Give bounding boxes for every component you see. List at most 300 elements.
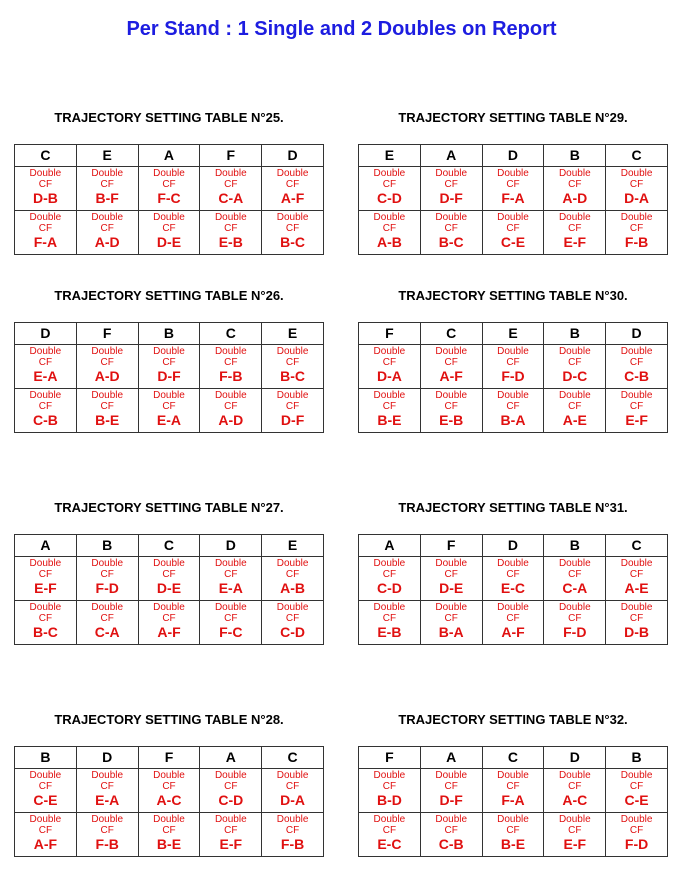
cell-cf-label: CF	[162, 401, 176, 412]
cell-type-label: Double	[91, 814, 124, 825]
cell-cf-label: CF	[285, 357, 300, 368]
cell-type-label: Double	[435, 346, 468, 357]
cell-pair-value: B-A	[500, 412, 526, 428]
cell-type-label: Double	[373, 346, 406, 357]
cell-type-label: Double	[153, 212, 185, 223]
table-cell	[15, 345, 77, 389]
table-cell	[200, 557, 262, 601]
table-cell	[138, 601, 200, 645]
table-cell	[76, 389, 138, 433]
cell-type-label: Double	[558, 558, 591, 569]
cell-pair-value: E-C	[377, 836, 402, 852]
table-cell	[359, 769, 421, 813]
cell-type-label: Double	[29, 770, 62, 781]
cell-type-label: Double	[497, 602, 529, 613]
cell-cf-label: CF	[285, 825, 300, 836]
cell-cf-label: CF	[224, 613, 238, 624]
cell-cf-label: CF	[629, 569, 644, 580]
cell-type-label: Double	[153, 558, 185, 569]
cell-cf-label: CF	[285, 401, 300, 412]
cell-type-label: Double	[497, 346, 529, 357]
cell-cf-label: CF	[444, 613, 458, 624]
cell-pair-value: C-E	[624, 792, 649, 808]
cell-cf-label: CF	[162, 613, 176, 624]
table-cell	[359, 211, 421, 255]
table-cell	[482, 813, 544, 857]
cell-type-label: Double	[497, 212, 529, 223]
cell-type-label: Double	[29, 390, 62, 401]
cell-pair-value: C-A	[562, 580, 588, 596]
cell-cf-label: CF	[285, 781, 300, 792]
cell-cf-label: CF	[444, 179, 458, 190]
cell-pair-value: B-E	[95, 412, 120, 428]
cell-cf-label: CF	[38, 179, 53, 190]
cell-pair-value: D-A	[376, 368, 402, 384]
table-header-row	[359, 145, 668, 167]
table-title: TRAJECTORY SETTING TABLE N°25.	[54, 110, 284, 125]
table-title: TRAJECTORY SETTING TABLE N°28.	[54, 712, 284, 727]
cell-cf-label: CF	[444, 401, 458, 412]
cell-cf-label: CF	[100, 569, 114, 580]
cell-pair-value: E-B	[377, 624, 402, 640]
cell-type-label: Double	[29, 346, 62, 357]
cell-cf-label: CF	[382, 401, 397, 412]
cell-type-label: Double	[620, 212, 653, 223]
cell-pair-value: D-F	[439, 190, 463, 206]
cell-cf-label: CF	[506, 781, 520, 792]
table-row	[15, 769, 324, 813]
column-header: B	[544, 145, 606, 167]
cell-pair-value: F-B	[280, 836, 305, 852]
cell-pair-value: C-D	[376, 190, 402, 206]
cell-cf-label: CF	[568, 357, 582, 368]
cell-cf-label: CF	[285, 569, 300, 580]
cell-cf-label: CF	[162, 223, 176, 234]
cell-type-label: Double	[214, 390, 247, 401]
table-cell	[262, 813, 324, 857]
column-header: A	[15, 535, 77, 557]
trajectory-table-block	[358, 110, 668, 255]
cell-cf-label: CF	[285, 223, 300, 234]
cell-cf-label: CF	[568, 613, 582, 624]
cell-type-label: Double	[620, 558, 653, 569]
column-header: D	[482, 535, 544, 557]
cell-cf-label: CF	[629, 357, 644, 368]
table-cell	[482, 345, 544, 389]
column-header: D	[15, 323, 77, 345]
column-header: B	[606, 747, 668, 769]
cell-type-label: Double	[373, 168, 406, 179]
table-cell	[606, 813, 668, 857]
column-header: C	[262, 747, 324, 769]
trajectory-table-block	[358, 500, 668, 645]
cell-type-label: Double	[214, 168, 247, 179]
table-cell	[200, 389, 262, 433]
table-cell	[482, 167, 544, 211]
cell-type-label: Double	[214, 346, 247, 357]
cell-pair-value: A-C	[156, 792, 182, 808]
cell-type-label: Double	[153, 390, 185, 401]
cell-pair-value: A-B	[376, 234, 402, 250]
cell-type-label: Double	[558, 602, 591, 613]
cell-cf-label: CF	[100, 781, 114, 792]
cell-pair-value: F-B	[95, 836, 119, 852]
table-cell	[606, 601, 668, 645]
table-cell	[138, 813, 200, 857]
table-cell	[482, 601, 544, 645]
cell-type-label: Double	[276, 558, 309, 569]
column-header: C	[606, 145, 668, 167]
cell-cf-label: CF	[100, 357, 114, 368]
cell-pair-value: A-C	[562, 792, 588, 808]
table-row	[359, 769, 668, 813]
table-cell	[138, 557, 200, 601]
column-header: E	[359, 145, 421, 167]
table-cell	[420, 557, 482, 601]
table-cell	[606, 345, 668, 389]
cell-cf-label: CF	[568, 179, 582, 190]
table-cell	[200, 769, 262, 813]
cell-pair-value: D-A	[280, 792, 306, 808]
cell-cf-label: CF	[224, 401, 238, 412]
table-row	[15, 601, 324, 645]
table-row	[359, 813, 668, 857]
cell-pair-value: C-A	[94, 624, 120, 640]
table-cell	[544, 769, 606, 813]
table-cell	[544, 167, 606, 211]
cell-type-label: Double	[620, 770, 653, 781]
cell-type-label: Double	[558, 212, 591, 223]
table-cell	[138, 345, 200, 389]
cell-pair-value: E-A	[33, 368, 58, 384]
cell-cf-label: CF	[629, 825, 644, 836]
cell-type-label: Double	[91, 770, 124, 781]
cell-type-label: Double	[435, 602, 468, 613]
trajectory-table	[358, 746, 668, 857]
cell-pair-value: E-F	[563, 836, 587, 852]
cell-pair-value: F-A	[33, 234, 58, 250]
cell-type-label: Double	[435, 558, 468, 569]
cell-type-label: Double	[153, 770, 185, 781]
cell-cf-label: CF	[162, 569, 176, 580]
cell-pair-value: F-A	[501, 792, 525, 808]
column-header: F	[359, 323, 421, 345]
column-header: C	[15, 145, 77, 167]
cell-cf-label: CF	[506, 825, 520, 836]
cell-pair-value: B-C	[280, 234, 306, 250]
cell-pair-value: C-D	[218, 792, 244, 808]
table-cell	[359, 601, 421, 645]
table-cell	[262, 167, 324, 211]
column-header: D	[262, 145, 324, 167]
column-header: D	[200, 535, 262, 557]
column-header: F	[76, 323, 138, 345]
table-title: TRAJECTORY SETTING TABLE N°31.	[398, 500, 628, 515]
cell-type-label: Double	[276, 814, 309, 825]
cell-cf-label: CF	[100, 179, 114, 190]
table-cell	[200, 167, 262, 211]
table-cell	[15, 211, 77, 255]
cell-type-label: Double	[620, 390, 653, 401]
cell-cf-label: CF	[100, 401, 114, 412]
cell-cf-label: CF	[444, 357, 458, 368]
column-header: B	[76, 535, 138, 557]
cell-cf-label: CF	[382, 613, 397, 624]
table-cell	[138, 167, 200, 211]
cell-type-label: Double	[373, 390, 406, 401]
cell-type-label: Double	[153, 602, 185, 613]
trajectory-table-block	[14, 110, 324, 255]
cell-pair-value: D-F	[157, 368, 181, 384]
cell-pair-value: E-A	[95, 792, 120, 808]
column-header: E	[482, 323, 544, 345]
cell-pair-value: A-F	[501, 624, 525, 640]
trajectory-table-block	[14, 500, 324, 645]
table-cell	[606, 557, 668, 601]
cell-type-label: Double	[435, 814, 468, 825]
column-header: B	[544, 323, 606, 345]
trajectory-table-block	[358, 288, 668, 433]
cell-type-label: Double	[497, 770, 529, 781]
cell-type-label: Double	[558, 346, 591, 357]
table-header-row	[15, 747, 324, 769]
cell-cf-label: CF	[568, 825, 582, 836]
column-header: D	[76, 747, 138, 769]
cell-cf-label: CF	[162, 357, 176, 368]
cell-type-label: Double	[558, 770, 591, 781]
trajectory-table-block	[14, 712, 324, 857]
cell-type-label: Double	[276, 168, 309, 179]
cell-type-label: Double	[214, 558, 247, 569]
cell-pair-value: E-F	[563, 234, 587, 250]
cell-pair-value: F-D	[563, 624, 587, 640]
table-cell	[138, 389, 200, 433]
column-header: D	[482, 145, 544, 167]
cell-type-label: Double	[29, 212, 62, 223]
table-cell	[15, 601, 77, 645]
table-cell	[606, 389, 668, 433]
column-header: A	[359, 535, 421, 557]
cell-type-label: Double	[435, 168, 468, 179]
table-cell	[544, 557, 606, 601]
cell-cf-label: CF	[100, 825, 114, 836]
cell-pair-value: C-E	[500, 234, 526, 250]
trajectory-table-block	[358, 712, 668, 857]
cell-pair-value: A-F	[33, 836, 58, 852]
table-cell	[262, 557, 324, 601]
cell-type-label: Double	[373, 814, 406, 825]
cell-type-label: Double	[373, 558, 406, 569]
cell-cf-label: CF	[382, 781, 397, 792]
table-cell	[606, 167, 668, 211]
cell-cf-label: CF	[38, 781, 53, 792]
table-cell	[15, 557, 77, 601]
cell-pair-value: D-E	[156, 580, 182, 596]
cell-pair-value: D-B	[624, 624, 650, 640]
cell-type-label: Double	[373, 602, 406, 613]
table-cell	[200, 813, 262, 857]
cell-pair-value: A-D	[562, 190, 588, 206]
cell-cf-label: CF	[506, 223, 520, 234]
column-header: C	[606, 535, 668, 557]
table-title: TRAJECTORY SETTING TABLE N°32.	[398, 712, 628, 727]
column-header: A	[200, 747, 262, 769]
table-cell	[359, 813, 421, 857]
table-cell	[76, 345, 138, 389]
table-header-row	[15, 145, 324, 167]
table-cell	[138, 211, 200, 255]
table-cell	[76, 813, 138, 857]
cell-cf-label: CF	[38, 569, 53, 580]
cell-type-label: Double	[91, 558, 124, 569]
table-title: TRAJECTORY SETTING TABLE N°30.	[398, 288, 628, 303]
cell-pair-value: C-A	[218, 190, 244, 206]
cell-pair-value: C-D	[280, 624, 306, 640]
cell-cf-label: CF	[444, 223, 458, 234]
cell-cf-label: CF	[285, 179, 300, 190]
cell-pair-value: B-D	[376, 792, 402, 808]
cell-cf-label: CF	[506, 357, 520, 368]
cell-cf-label: CF	[382, 569, 397, 580]
column-header: F	[420, 535, 482, 557]
trajectory-table	[358, 322, 668, 433]
cell-pair-value: A-D	[218, 412, 244, 428]
table-row	[15, 557, 324, 601]
cell-cf-label: CF	[100, 613, 114, 624]
cell-pair-value: B-A	[438, 624, 464, 640]
cell-pair-value: B-E	[377, 412, 402, 428]
column-header: A	[420, 747, 482, 769]
cell-pair-value: A-E	[562, 412, 587, 428]
table-cell	[544, 345, 606, 389]
table-cell	[262, 389, 324, 433]
cell-pair-value: F-A	[501, 190, 525, 206]
cell-type-label: Double	[276, 346, 309, 357]
trajectory-table	[14, 144, 324, 255]
trajectory-table	[358, 534, 668, 645]
cell-pair-value: D-A	[624, 190, 650, 206]
cell-type-label: Double	[214, 212, 247, 223]
cell-type-label: Double	[558, 168, 591, 179]
column-header: F	[200, 145, 262, 167]
cell-type-label: Double	[435, 212, 468, 223]
table-cell	[544, 211, 606, 255]
table-row	[359, 167, 668, 211]
cell-type-label: Double	[497, 814, 529, 825]
cell-cf-label: CF	[224, 569, 238, 580]
table-row	[359, 557, 668, 601]
table-cell	[76, 769, 138, 813]
cell-cf-label: CF	[38, 401, 53, 412]
cell-type-label: Double	[435, 390, 468, 401]
column-header: F	[359, 747, 421, 769]
cell-cf-label: CF	[224, 825, 238, 836]
trajectory-table	[14, 322, 324, 433]
cell-pair-value: E-B	[439, 412, 464, 428]
table-row	[359, 389, 668, 433]
cell-type-label: Double	[620, 602, 653, 613]
cell-cf-label: CF	[568, 401, 582, 412]
table-cell	[76, 601, 138, 645]
cell-pair-value: D-E	[439, 580, 464, 596]
cell-cf-label: CF	[629, 613, 644, 624]
cell-cf-label: CF	[629, 781, 644, 792]
cell-type-label: Double	[153, 814, 185, 825]
cell-type-label: Double	[214, 770, 247, 781]
table-row	[15, 389, 324, 433]
column-header: C	[200, 323, 262, 345]
cell-cf-label: CF	[100, 223, 114, 234]
cell-type-label: Double	[214, 602, 247, 613]
cell-cf-label: CF	[162, 781, 176, 792]
column-header: E	[262, 323, 324, 345]
cell-pair-value: D-B	[32, 190, 58, 206]
column-header: C	[138, 535, 200, 557]
table-header-row	[359, 323, 668, 345]
cell-pair-value: A-F	[439, 368, 463, 384]
table-cell	[420, 167, 482, 211]
cell-cf-label: CF	[444, 825, 458, 836]
cell-pair-value: A-F	[280, 190, 305, 206]
table-cell	[606, 211, 668, 255]
table-cell	[262, 601, 324, 645]
cell-pair-value: D-E	[156, 234, 182, 250]
cell-type-label: Double	[620, 814, 653, 825]
cell-cf-label: CF	[568, 223, 582, 234]
cell-pair-value: E-B	[218, 234, 243, 250]
trajectory-table-block	[14, 288, 324, 433]
column-header: B	[138, 323, 200, 345]
table-cell	[359, 167, 421, 211]
table-cell	[482, 557, 544, 601]
cell-pair-value: E-A	[218, 580, 243, 596]
cell-cf-label: CF	[568, 569, 582, 580]
page-title: Per Stand : 1 Single and 2 Doubles on Report	[126, 18, 557, 40]
cell-type-label: Double	[91, 346, 124, 357]
table-cell	[482, 211, 544, 255]
table-header-row	[359, 535, 668, 557]
table-title: TRAJECTORY SETTING TABLE N°29.	[398, 110, 628, 125]
column-header: A	[420, 145, 482, 167]
cell-pair-value: B-C	[438, 234, 464, 250]
table-header-row	[15, 323, 324, 345]
cell-type-label: Double	[435, 770, 468, 781]
cell-pair-value: D-F	[280, 412, 305, 428]
cell-type-label: Double	[29, 602, 62, 613]
cell-type-label: Double	[373, 770, 406, 781]
table-cell	[15, 167, 77, 211]
column-header: E	[262, 535, 324, 557]
column-header: B	[544, 535, 606, 557]
cell-cf-label: CF	[506, 401, 520, 412]
cell-pair-value: E-F	[219, 836, 243, 852]
table-title: TRAJECTORY SETTING TABLE N°26.	[54, 288, 284, 303]
cell-pair-value: E-C	[500, 580, 526, 596]
cell-pair-value: A-D	[94, 368, 120, 384]
cell-type-label: Double	[497, 558, 529, 569]
cell-cf-label: CF	[224, 223, 238, 234]
cell-pair-value: A-F	[157, 624, 181, 640]
cell-cf-label: CF	[162, 825, 176, 836]
cell-pair-value: E-F	[34, 580, 57, 596]
table-cell	[200, 601, 262, 645]
column-header: D	[544, 747, 606, 769]
table-header-row	[15, 535, 324, 557]
cell-cf-label: CF	[382, 179, 397, 190]
cell-type-label: Double	[91, 168, 124, 179]
cell-type-label: Double	[214, 814, 247, 825]
cell-cf-label: CF	[568, 781, 582, 792]
